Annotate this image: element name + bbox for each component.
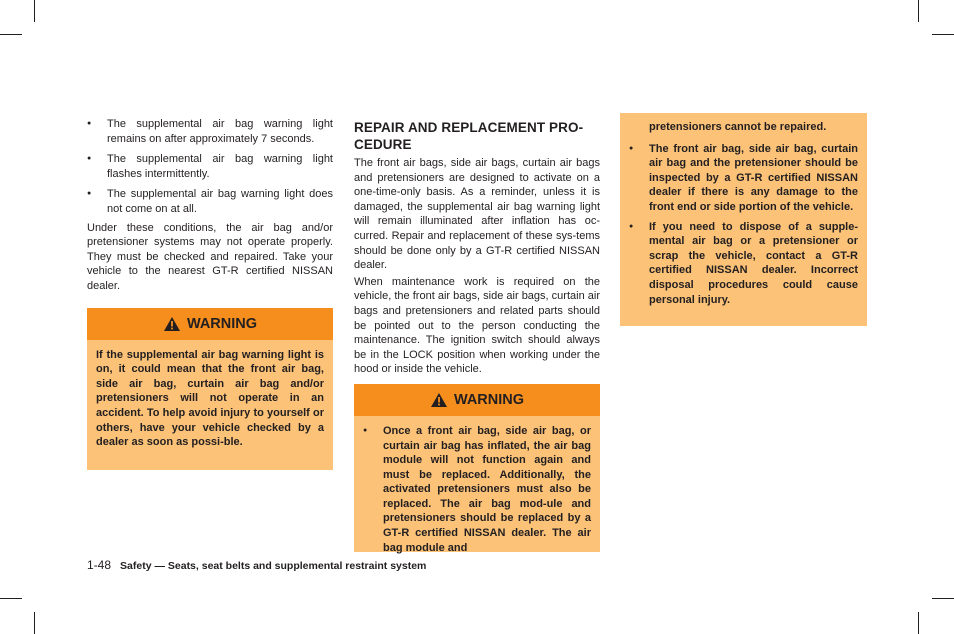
- warning-header: [87, 308, 333, 340]
- warning-triangle-icon: [430, 392, 448, 408]
- page-footer: [87, 558, 426, 572]
- crop-mark: [0, 34, 22, 35]
- condition-list: [87, 117, 333, 217]
- warning-box: [354, 384, 600, 552]
- warning-title: WARNING: [453, 391, 525, 408]
- right-column: [620, 113, 867, 326]
- crop-mark: [0, 598, 22, 599]
- warning-box: [87, 308, 333, 470]
- crop-mark: [918, 612, 919, 634]
- crop-mark: [918, 0, 919, 22]
- crop-mark: [932, 34, 954, 35]
- warning-header: [354, 384, 600, 416]
- list-item: ● The supplemental air bag warning light flashes intermittently.: [87, 152, 333, 181]
- repair-paragraph: The front air bags, side air bags, curtain air bags and pretensioners are designed to activate on a one-time-only basis. As a reminder, unless it is damaged, the supplemental air bag warning light will remain illuminated after inflation has oc-curred. Repair and replacement of these sys-tems should be done only by a GT-R certified NISSAN dealer.: [354, 157, 600, 272]
- page-number: 1-48: [87, 558, 112, 572]
- middle-column: [354, 119, 600, 552]
- list-item: ● The supplemental air bag warning light remains on after approximately 7 seconds.: [87, 117, 333, 146]
- crop-mark: [34, 0, 35, 22]
- list-item: ● The front air bag, side air bag, curtain air bag and the pretensioner should be inspected by a GT-R certified NISSAN dealer if there is any damage to the front end or side portion of the vehicle.: [629, 142, 858, 215]
- crop-mark: [932, 598, 954, 599]
- warning-list: [354, 416, 600, 555]
- warning-continuation: pretensioners cannot be repaired.: [649, 121, 827, 133]
- crop-mark: [34, 612, 35, 634]
- left-column: [87, 117, 333, 470]
- section-title: Safety — Seats, seat belts and supplemental restraint system: [120, 560, 427, 572]
- warning-title: WARNING: [186, 315, 258, 332]
- warning-text: If the supplemental air bag warning light is on, it could mean that the front air bag, side air bag, curtain air bag and/or pretensioners will not operate in an accident. To help avoid injury to yourself or others, have your vehicle checked by a dealer as soon as possi-ble.: [96, 348, 324, 449]
- warning-box-continued: [620, 113, 867, 326]
- warning-triangle-icon: [163, 316, 181, 332]
- list-item: ● If you need to dispose of a supple-mental air bag or a pretensioner or scrap the vehicle, contact a GT-R certified NISSAN dealer. Incorrect disposal procedures could cause personal injury.: [629, 220, 858, 308]
- maintenance-paragraph: When maintenance work is required on the vehicle, the front air bags, side air bags, curtain air bags and pretensioners and related parts should be pointed out to the person conducting the maintenance. The ignition switch should always be in the LOCK position when working under the hood or inside the vehicle.: [354, 275, 600, 376]
- warning-list: [620, 138, 867, 308]
- list-item: ● Once a front air bag, side air bag, or curtain air bag has inflated, the air bag module will not function again and must be replaced. Additionally, the activated pretensioners must also be replaced. The air bag mod-ule and pretensioners should be replaced by a GT-R certified NISSAN dealer. The air bag module and: [363, 424, 591, 555]
- conditions-paragraph: Under these conditions, the air bag and/or pretensioner systems may not operate properly. They must be checked and repaired. Take your vehicle to the nearest GT-R certified NISSAN dealer.: [87, 221, 333, 292]
- section-heading: REPAIR AND REPLACEMENT PRO-CEDURE: [354, 120, 584, 152]
- list-item: ● The supplemental air bag warning light does not come on at all.: [87, 187, 333, 216]
